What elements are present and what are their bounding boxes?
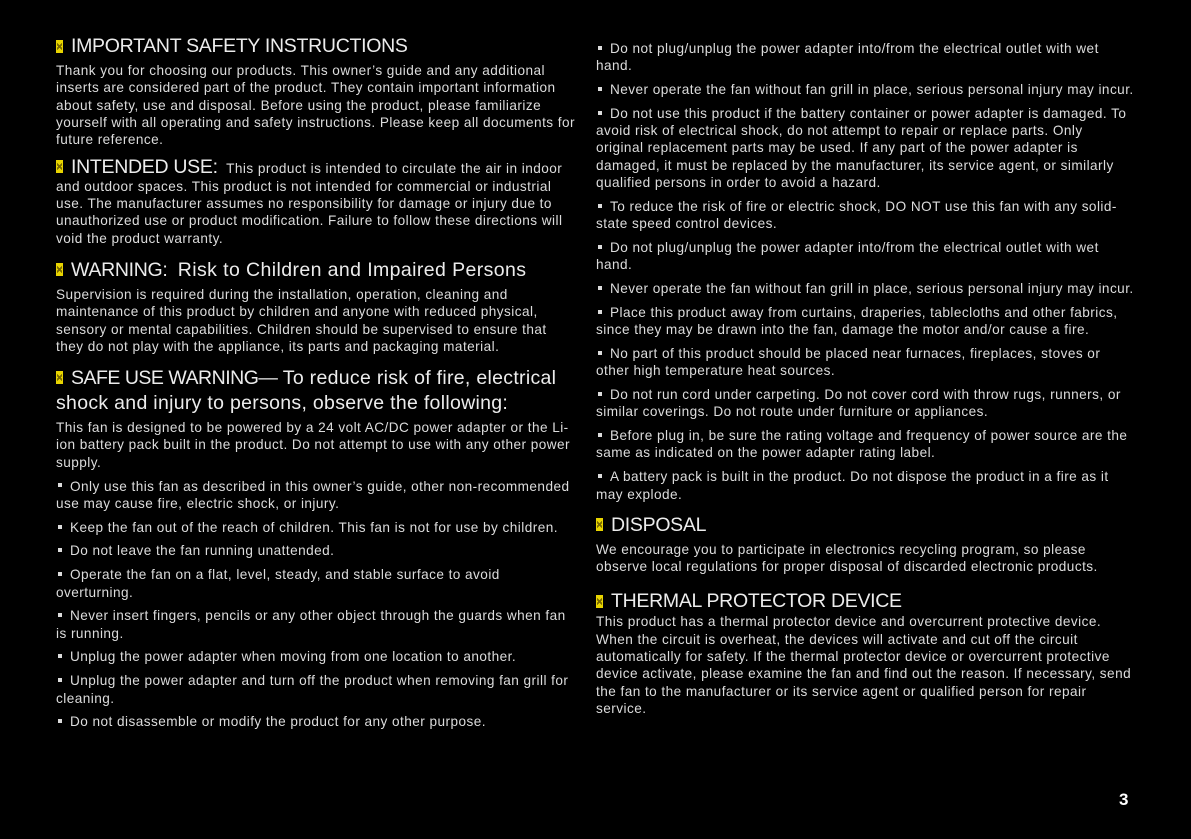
bullet-icon: [598, 392, 602, 396]
thermal-section: [596, 589, 1134, 717]
bullet-item: [56, 648, 576, 665]
bullet-icon: [58, 613, 62, 617]
heading-text: DISPOSAL: [611, 513, 707, 536]
bullet-item: [56, 713, 576, 730]
bullet-text: A battery pack is built in the product. Do not dispose the product in a fire as it may explode.: [596, 469, 1109, 502]
bullet-icon: [598, 433, 602, 437]
section-heading: [596, 513, 1134, 537]
bullet-item: [56, 519, 576, 536]
bullet-icon: [58, 525, 62, 529]
warning-section: [56, 258, 576, 355]
right-column: [596, 40, 1134, 728]
bullet-list: [596, 40, 1134, 503]
bullet-text: Keep the fan out of the reach of children. This fan is not for use by children.: [70, 519, 558, 535]
bullet-text: To reduce the risk of fire or electric shock, DO NOT use this fan with any solid-state speed control devices.: [596, 198, 1117, 232]
bullet-item: [596, 105, 1134, 191]
bullet-item: [596, 427, 1134, 462]
bullet-item: [596, 40, 1134, 75]
bullet-icon: [58, 483, 62, 487]
intended-use-section: [56, 156, 576, 246]
heading-subtitle: To reduce risk of fire, electrical shock and injury to persons, observe the following:: [56, 367, 557, 415]
paragraph: Supervision is required during the installation, operation, cleaning and maintenance of this product by children and anyone with reduced physical, sensory or mental capabilities. Children should be supervised to ensure that they do not play with the appliance, its parts and packaging material.: [56, 286, 547, 354]
bullet-text: Never operate the fan without fan grill in place, serious personal injury may incur.: [610, 82, 1134, 98]
paragraph: This product has a thermal protector device and overcurrent protective device. When the circuit is overheat, the devices will activate and cut off the circuit automatically for safety. If the thermal protector device or overcurrent protective device activate, please examine the fan and find out the reason. If necessary, send the fan to the manufacturer or its service agent or qualified person for repair service.: [596, 614, 1132, 716]
bullet-icon: [58, 719, 62, 723]
bullet-text: Unplug the power adapter and turn off the product when removing fan grill for cleaning.: [56, 673, 569, 706]
bullet-text: Do not use this product if the battery container or power adapter is damaged. To avoid risk of electrical shock, do not attempt to repair or replace parts. Only original replacement parts may be used. If any part of the power adapter is damaged, it must be replaced by the manufacturer, its service agent, or similarly qualified persons in order to avoid a hazard.: [596, 105, 1127, 191]
bullet-icon: [58, 654, 62, 658]
bullet-list: [56, 478, 576, 731]
bullet-icon: [598, 111, 602, 115]
warning-marker-icon: [56, 160, 63, 173]
bullet-icon: [598, 204, 602, 208]
bullet-icon: [598, 245, 602, 249]
heading-text: IMPORTANT SAFETY INSTRUCTIONS: [71, 35, 408, 57]
bullet-item: [56, 672, 576, 707]
heading-text: INTENDED USE:: [71, 156, 218, 179]
heading-text: THERMAL PROTECTOR DEVICE: [611, 590, 902, 613]
bullet-icon: [598, 87, 602, 91]
bullet-icon: [598, 286, 602, 290]
bullet-text: Do not run cord under carpeting. Do not cover cord with throw rugs, runners, or similar coverings. Do not route under furniture or appliances.: [596, 387, 1121, 420]
paragraph: Thank you for choosing our products. This owner’s guide and any additional inserts are considered part of the product. They contain important information about safety, use and disposal. Before using the product, please familiarize yourself with all operating and safety instructions. Please keep all documents for future reference.: [56, 63, 575, 148]
bullet-text: Only use this fan as described in this owner’s guide, other non-recommended use may cause fire, electric shock, or injury.: [56, 478, 570, 511]
heading-text: WARNING:: [71, 258, 168, 281]
heading-text: SAFE USE WARNING—: [71, 367, 278, 390]
bullet-text: Do not leave the fan running unattended.: [70, 543, 335, 559]
bullet-item: [56, 478, 576, 513]
section-heading: [56, 258, 576, 282]
bullet-text: Do not disassemble or modify the product for any other purpose.: [70, 714, 486, 730]
bullet-text: Do not plug/unplug the power adapter into/from the electrical outlet with wet hand.: [596, 239, 1099, 273]
bullet-text: Do not plug/unplug the power adapter into/from the electrical outlet with wet hand.: [596, 41, 1099, 74]
heading-subtitle: Risk to Children and Impaired Persons: [177, 258, 527, 281]
left-column: [56, 34, 576, 737]
section-heading: [56, 34, 576, 58]
safe-use-section: [56, 366, 576, 730]
bullet-icon: [58, 678, 62, 682]
bullet-text: Place this product away from curtains, draperies, tablecloths and other fabrics, since they may be drawn into the fan, damage the motor and/or cause a fire.: [596, 304, 1118, 338]
paragraph: [56, 156, 576, 246]
bullet-item: [596, 81, 1134, 98]
warning-marker-icon: [56, 371, 63, 384]
warning-marker-icon: [596, 518, 603, 531]
bullet-item: [596, 304, 1134, 339]
bullet-item: [596, 198, 1134, 233]
page-number: 3: [1119, 790, 1129, 809]
bullet-item: [56, 566, 576, 601]
bullet-text: Operate the fan on a flat, level, steady, and stable surface to avoid overturning.: [56, 567, 500, 600]
bullet-item: [596, 468, 1134, 503]
bullet-item: [596, 345, 1134, 380]
bullet-text: No part of this product should be placed near furnaces, fireplaces, stoves or other high temperature heat sources.: [596, 345, 1101, 379]
warning-marker-icon: [56, 263, 63, 276]
bullet-text: Unplug the power adapter when moving from one location to another.: [70, 649, 517, 665]
bullet-item: [596, 280, 1134, 297]
section-heading: [56, 366, 576, 416]
warning-marker-icon: [596, 595, 603, 608]
disposal-section: [596, 513, 1134, 576]
warning-marker-icon: [56, 40, 63, 53]
bullet-icon: [598, 351, 602, 355]
bullet-icon: [598, 474, 602, 478]
paragraph: We encourage you to participate in electronics recycling program, so please observe local regulations for proper disposal of discarded electronic products.: [596, 541, 1098, 575]
bullet-icon: [58, 548, 62, 552]
paragraph-text: This product is intended to circulate the air in indoor and outdoor spaces. This product is not intended for commercial or industrial use. The manufacturer assumes no responsibility for damage or injury due to unauthorized use or product modification. Failure to follow these directions will void the product warranty.: [56, 161, 563, 246]
bullet-item: [596, 386, 1134, 421]
bullet-icon: [58, 572, 62, 576]
bullet-item: [56, 542, 576, 559]
bullet-item: [596, 239, 1134, 274]
paragraph: This fan is designed to be powered by a 24 volt AC/DC power adapter or the Li-ion battery pack built in the product. Do not attempt to use with any other power supply.: [56, 420, 571, 470]
bullet-icon: [598, 310, 602, 314]
bullet-icon: [598, 46, 602, 50]
bullet-text: Never insert fingers, pencils or any other object through the guards when fan is running.: [56, 608, 566, 641]
section-heading: [596, 589, 1134, 613]
bullet-text: Before plug in, be sure the rating voltage and frequency of power source are the same as indicated on the power adapter rating label.: [596, 428, 1128, 461]
bullet-item: [56, 607, 576, 642]
bullet-text: Never operate the fan without fan grill in place, serious personal injury may incur.: [610, 281, 1134, 297]
safety-section: [56, 34, 576, 148]
